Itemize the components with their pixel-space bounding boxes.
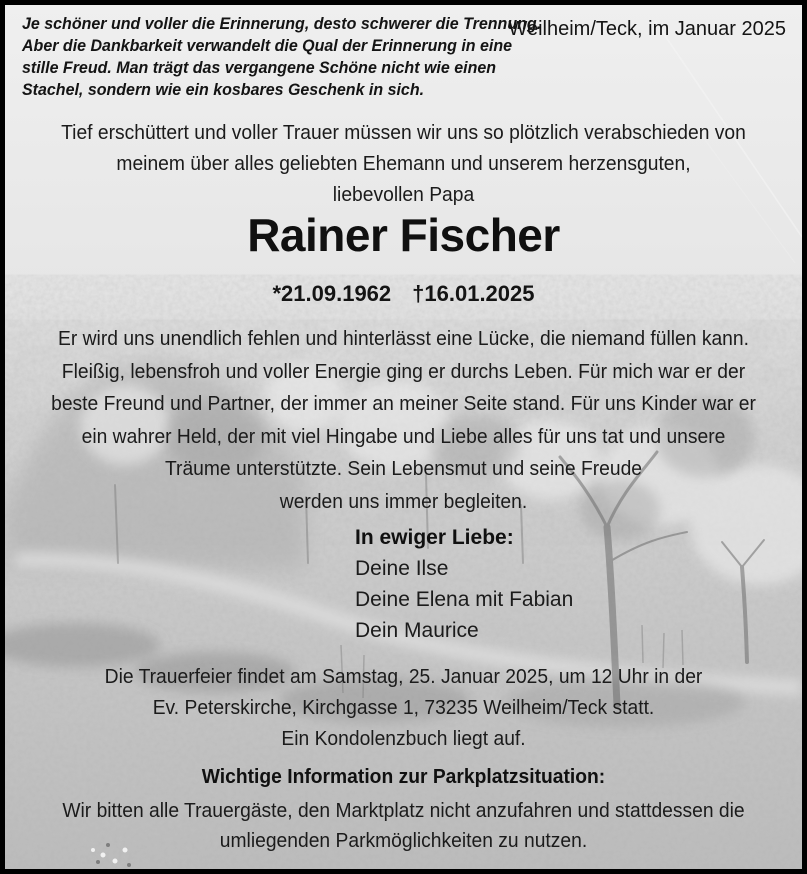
service-line: Ev. Peterskirche, Kirchgasse 1, 73235 Weilheim/Teck statt. [152, 696, 655, 719]
farewell-block [355, 522, 573, 646]
mourner-name: Dein Maurice [355, 619, 479, 642]
intro-line: Tief erschüttert und voller Trauer müssen wir uns so plötzlich verabschieden von [61, 121, 746, 144]
intro-text [29, 117, 778, 210]
service-line: Ein Kondolenzbuch liegt auf. [281, 727, 526, 750]
parking-line: Wir bitten alle Trauergäste, den Marktplatz nicht anzufahren und stattdessen die [62, 799, 745, 822]
mourner-name: Deine Ilse [355, 557, 449, 580]
quote-line: Aber die Dankbarkeit verwandelt die Qual der Erinnerung in eine [22, 37, 513, 55]
quote-line: stille Freud. Man trägt das vergangene Schöne nicht wie einen [22, 59, 497, 77]
parking-line: umliegenden Parkmöglichkeiten zu nutzen. [219, 829, 588, 852]
service-line: Die Trauerfeier findet am Samstag, 25. Januar 2025, um 12 Uhr in der [104, 665, 703, 688]
death-date: †16.01.2025 [412, 281, 535, 306]
place-dateline: Weilheim/Teck, im Januar 2025 [508, 18, 786, 40]
birth-date: *21.09.1962 [272, 281, 392, 306]
farewell-heading: In ewiger Liebe: [355, 526, 514, 549]
parking-info [29, 762, 778, 856]
tribute-line: Er wird uns unendlich fehlen und hinterlässt eine Lücke, die niemand füllen kann. [58, 327, 749, 350]
deceased-name: Rainer Fischer [247, 209, 560, 261]
tribute-line: beste Freund und Partner, der immer an meiner Seite stand. Für uns Kinder war er [51, 392, 756, 415]
life-dates [5, 281, 802, 307]
intro-line: liebevollen Papa [332, 183, 475, 206]
tribute-text [29, 323, 778, 518]
intro-line: meinem über alles geliebten Ehemann und unserem herzensguten, [116, 152, 691, 175]
parking-heading: Wichtige Information zur Parkplatzsituation: [201, 765, 606, 788]
tribute-line: Träume unterstützte. Sein Lebensmut und seine Freude [164, 457, 643, 480]
quote-line: Je schöner und voller die Erinnerung, desto schwerer die Trennung. [22, 15, 542, 33]
quote-line: Stachel, sondern wie ein kosbares Geschenk in sich. [22, 81, 425, 99]
tribute-line: ein wahrer Held, der mit viel Hingabe und Liebe alles für uns tat und unsere [81, 424, 726, 448]
opening-quote [22, 13, 541, 101]
service-details [29, 661, 778, 754]
tribute-line: werden uns immer begleiten. [279, 489, 528, 513]
tribute-line: Fleißig, lebensfroh und voller Energie ging er durchs Leben. Für mich war er der [61, 359, 746, 383]
mourner-name: Deine Elena mit Fabian [355, 588, 574, 611]
